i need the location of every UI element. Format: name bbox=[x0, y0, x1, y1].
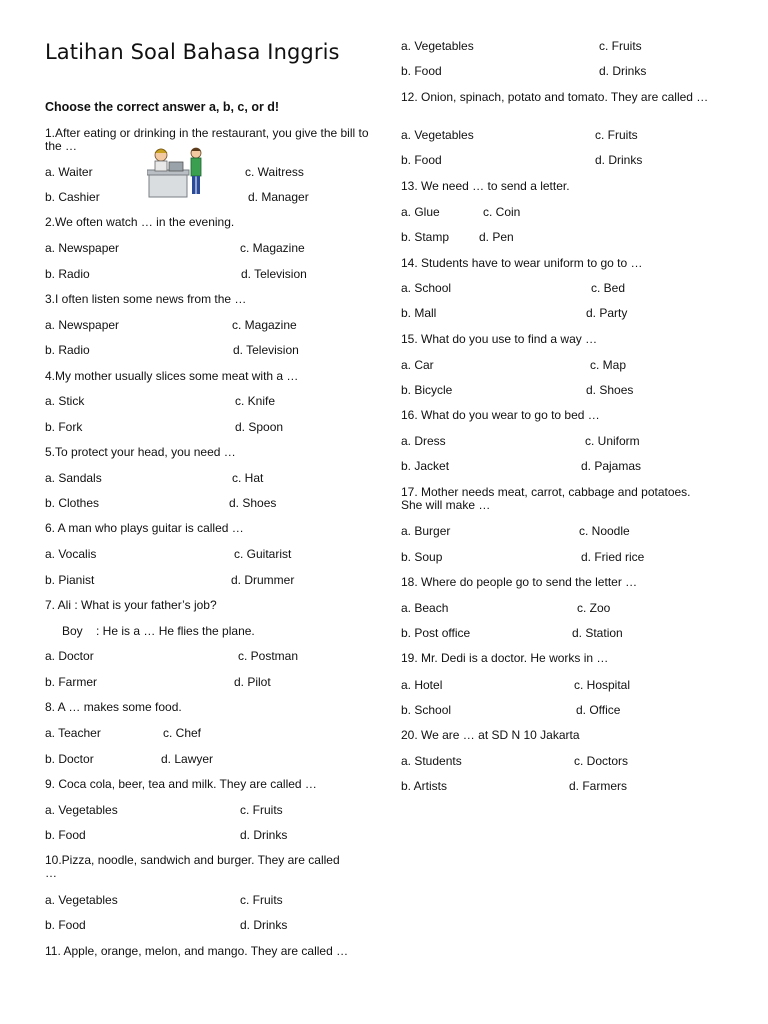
option: b. Clothes bbox=[45, 496, 100, 510]
question-6: 6. A man who plays guitar is called … bbox=[45, 521, 244, 535]
option: a. Students bbox=[401, 754, 462, 768]
option: b. Food bbox=[45, 918, 86, 932]
option: b. Soup bbox=[401, 550, 443, 564]
option: c. Noodle bbox=[579, 524, 630, 538]
option: c. Coin bbox=[483, 205, 521, 219]
option: a. Dress bbox=[401, 434, 446, 448]
option: c. Hat bbox=[232, 471, 264, 485]
option: d. Drinks bbox=[595, 153, 643, 167]
option: b. Food bbox=[45, 828, 86, 842]
question-7-line-2: Boy : He is a … He flies the plane. bbox=[62, 624, 255, 638]
option: b. Stamp bbox=[401, 230, 450, 244]
question-11: 11. Apple, orange, melon, and mango. They are called … bbox=[45, 944, 349, 958]
option: b. Food bbox=[401, 64, 442, 78]
question-18: 18. Where do people go to send the letter … bbox=[401, 575, 638, 589]
option: b. Mall bbox=[401, 306, 437, 320]
option: a. Vegetables bbox=[45, 893, 118, 907]
option: c. Fruits bbox=[599, 39, 642, 53]
option: c. Magazine bbox=[232, 318, 297, 332]
option: d. Station bbox=[572, 626, 623, 640]
option: c. Postman bbox=[238, 649, 299, 663]
question-4: 4.My mother usually slices some meat with a … bbox=[45, 369, 299, 383]
option: d. Drummer bbox=[231, 573, 295, 587]
option: b. Food bbox=[401, 153, 442, 167]
option: d. Drinks bbox=[599, 64, 647, 78]
option: c. Guitarist bbox=[234, 547, 292, 561]
option: d. Shoes bbox=[586, 383, 634, 397]
option: b. Artists bbox=[401, 779, 448, 793]
option: b. Doctor bbox=[45, 752, 94, 766]
option: c. Map bbox=[590, 358, 627, 372]
question-9: 9. Coca cola, beer, tea and milk. They are called … bbox=[45, 777, 317, 791]
option: c. Bed bbox=[591, 281, 626, 295]
option: b. Post office bbox=[401, 626, 471, 640]
option: d. Shoes bbox=[229, 496, 277, 510]
option: a. Doctor bbox=[45, 649, 94, 663]
option: d. Lawyer bbox=[161, 752, 214, 766]
option: b. Bicycle bbox=[401, 383, 453, 397]
option: a. Newspaper bbox=[45, 318, 120, 332]
question-19: 19. Mr. Dedi is a doctor. He works in … bbox=[401, 651, 609, 665]
option: a. Sandals bbox=[45, 471, 102, 485]
option: b. Farmer bbox=[45, 675, 98, 689]
option: a. Vegetables bbox=[401, 128, 474, 142]
question-13: 13. We need … to send a letter. bbox=[401, 179, 570, 193]
question-1: 1.After eating or drinking in the restaurant, you give the bill to the … bbox=[45, 126, 369, 153]
option: a. Stick bbox=[45, 394, 85, 408]
question-12: 12. Onion, spinach, potato and tomato. They are called … bbox=[401, 90, 709, 104]
option: c. Uniform bbox=[585, 434, 640, 448]
option: b. Jacket bbox=[401, 459, 450, 473]
option: c. Magazine bbox=[240, 241, 305, 255]
option: c. Fruits bbox=[240, 803, 283, 817]
option: d. Office bbox=[576, 703, 621, 717]
option: a. Glue bbox=[401, 205, 440, 219]
option: a. Beach bbox=[401, 601, 449, 615]
option: a. Vocalis bbox=[45, 547, 97, 561]
option: c. Chef bbox=[163, 726, 202, 740]
question-14: 14. Students have to wear uniform to go to … bbox=[401, 256, 643, 270]
question-3: 3.I often listen some news from the … bbox=[45, 292, 247, 306]
option: b. Pianist bbox=[45, 573, 95, 587]
question-20: 20. We are … at SD N 10 Jakarta bbox=[401, 728, 580, 742]
option: c. Fruits bbox=[240, 893, 283, 907]
instruction: Choose the correct answer a, b, c, or d! bbox=[45, 100, 280, 114]
option: b. Radio bbox=[45, 267, 90, 281]
option: a. Waiter bbox=[45, 165, 93, 179]
option: d. Farmers bbox=[569, 779, 628, 793]
option: d. Television bbox=[241, 267, 307, 281]
option: d. Fried rice bbox=[581, 550, 645, 564]
question-7: 7. Ali : What is your father’s job? bbox=[45, 598, 217, 612]
option: c. Zoo bbox=[577, 601, 611, 615]
option: a. Hotel bbox=[401, 678, 443, 692]
option: c. Hospital bbox=[574, 678, 631, 692]
option: c. Waitress bbox=[245, 165, 304, 179]
question-15: 15. What do you use to find a way … bbox=[401, 332, 598, 346]
option: b. Cashier bbox=[45, 190, 100, 204]
option: c. Knife bbox=[235, 394, 276, 408]
option: d. Spoon bbox=[235, 420, 284, 434]
option: d. Party bbox=[586, 306, 628, 320]
option: d. Television bbox=[233, 343, 299, 357]
option: a. Car bbox=[401, 358, 434, 372]
option: b. Fork bbox=[45, 420, 83, 434]
option: d. Manager bbox=[248, 190, 309, 204]
option: a. School bbox=[401, 281, 452, 295]
option: c. Doctors bbox=[574, 754, 629, 768]
option: c. Fruits bbox=[595, 128, 638, 142]
option: a. Teacher bbox=[45, 726, 101, 740]
option: d. Drinks bbox=[240, 918, 288, 932]
option: a. Burger bbox=[401, 524, 451, 538]
question-10: 10.Pizza, noodle, sandwich and burger. They are called … bbox=[45, 853, 340, 880]
option: b. Radio bbox=[45, 343, 90, 357]
option: d. Pilot bbox=[234, 675, 271, 689]
question-2: 2.We often watch … in the evening. bbox=[45, 215, 235, 229]
option: d. Drinks bbox=[240, 828, 288, 842]
option: b. School bbox=[401, 703, 452, 717]
question-5: 5.To protect your head, you need … bbox=[45, 445, 236, 459]
question-16: 16. What do you wear to go to bed … bbox=[401, 408, 600, 422]
page-title: Latihan Soal Bahasa Inggris bbox=[45, 40, 340, 64]
question-8: 8. A … makes some food. bbox=[45, 700, 182, 714]
option: a. Vegetables bbox=[45, 803, 118, 817]
option: a. Newspaper bbox=[45, 241, 120, 255]
option: a. Vegetables bbox=[401, 39, 474, 53]
question-17: 17. Mother needs meat, carrot, cabbage and potatoes. She will make … bbox=[401, 485, 691, 512]
option: d. Pajamas bbox=[581, 459, 642, 473]
option: d. Pen bbox=[479, 230, 514, 244]
